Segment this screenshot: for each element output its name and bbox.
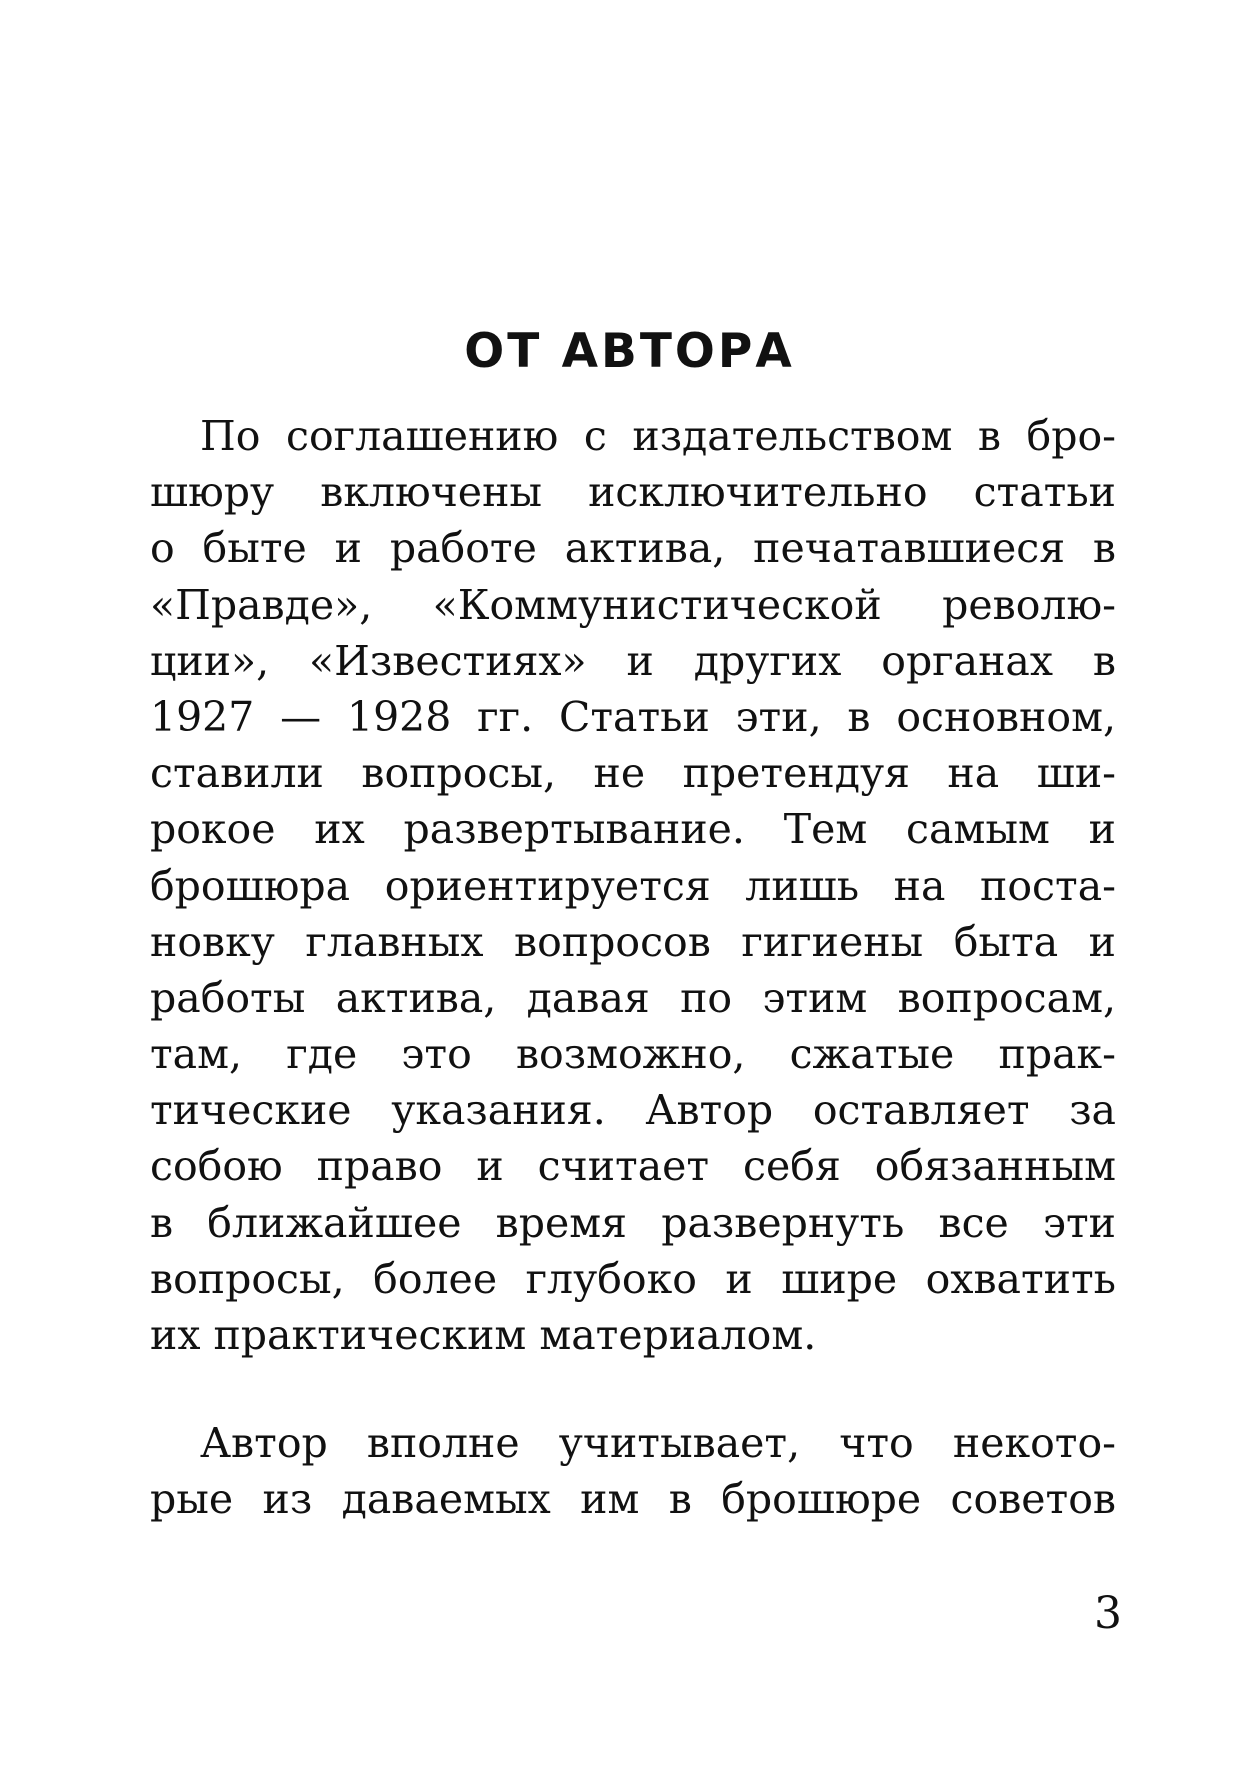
text-line: собою право и считает себя обязанным (150, 1142, 1116, 1191)
paragraph-2 (150, 1415, 1116, 1527)
text-line: новку главных вопросов гигиены быта и (150, 917, 1116, 966)
text-line: их практическим материалом. (150, 1311, 817, 1359)
text-line: о быте и работе актива, печатавшиеся в (150, 524, 1116, 573)
text-line: шюру включены исключительно статьи (150, 468, 1116, 517)
text-line: «Правде», «Коммунистической револю- (150, 580, 1116, 629)
text-line: ставили вопросы, не претендуя на ши- (150, 749, 1116, 798)
text-line: По соглашению с издательством в бро- (200, 412, 1116, 460)
page-number: 3 (1094, 1588, 1122, 1639)
paragraph-1 (150, 408, 1116, 1363)
text-line: там, где это возможно, сжатые прак- (150, 1030, 1116, 1079)
text-line: рокое их развертывание. Тем самым и (150, 805, 1116, 854)
text-line: работы актива, давая по этим вопросам, (150, 973, 1116, 1022)
text-line: тические указания. Автор оставляет за (150, 1086, 1116, 1135)
text-line: ции», «Известиях» и других органах в (150, 636, 1116, 685)
text-line: Автор вполне учитывает, что некото- (200, 1419, 1116, 1467)
text-line: рые из даваемых им в брошюре советов (150, 1475, 1116, 1524)
page-heading: ОТ АВТОРА (464, 324, 795, 379)
text-line: вопросы, более глубоко и шире охватить (150, 1254, 1116, 1303)
text-line: 1927 — 1928 гг. Статьи эти, в основном, (150, 692, 1116, 741)
text-line: брошюра ориентируется лишь на поста- (150, 861, 1116, 910)
text-line: в ближайшее время развернуть все эти (150, 1198, 1116, 1247)
